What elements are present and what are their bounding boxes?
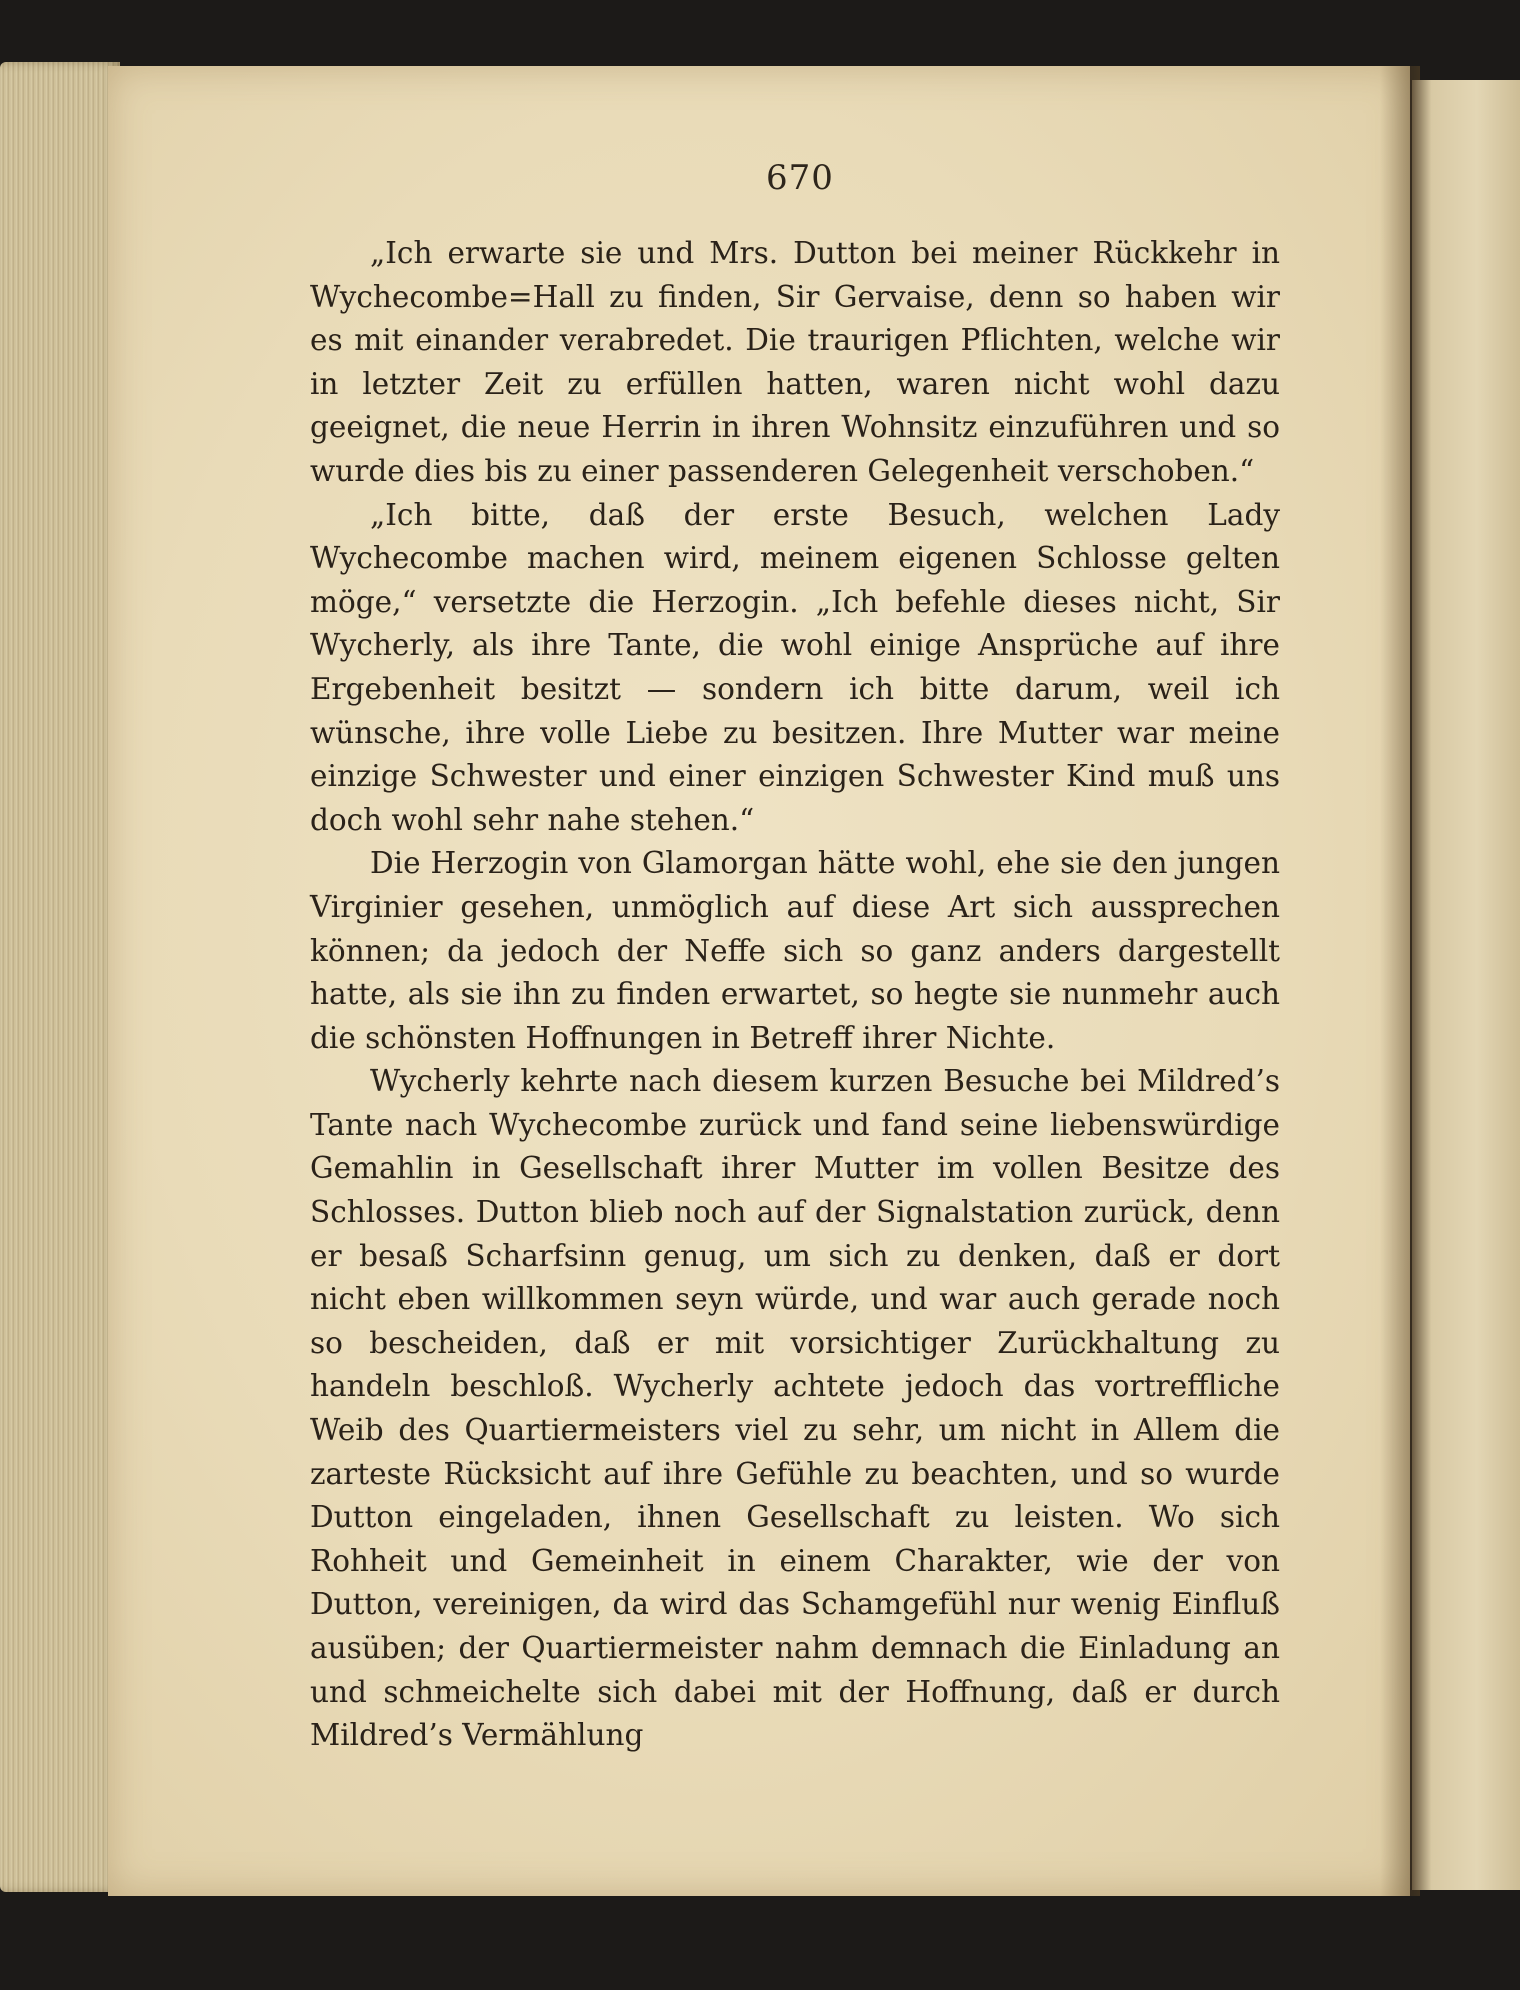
page-edges <box>0 62 120 1892</box>
body-text <box>310 232 1280 1758</box>
paragraph: Die Herzogin von Glamorgan hätte wohl, ehe sie den jungen Virginier gesehen, unmöglich auf diese Art sich aussprechen können; da jedoch der Neffe sich so ganz anders dargestellt hatte, als sie ihn zu finden erwartet, so hegte sie nunmehr auch die schönsten Hoffnungen in Betreff ihrer Nichte. <box>310 846 1280 1055</box>
page-number: 670 <box>766 158 834 198</box>
paragraph: „Ich bitte, daß der erste Besuch, welchen Lady Wychecombe machen wird, meinem eigenen Schlosse gelten möge,“ versetzte die Herzogin. „Ich befehle dieses nicht, Sir Wycherly, als ihre Tante, die wohl einige Ansprüche auf ihre Ergebenheit besitzt — sondern ich bitte darum, weil ich wünsche, ihre volle Liebe zu besitzen. Ihre Mutter war meine einzige Schwester und einer einzigen Schwester Kind muß uns doch wohl sehr nahe stehen.“ <box>310 497 1280 837</box>
paragraph: Wycherly kehrte nach diesem kurzen Besuche bei Mildred’s Tante nach Wychecombe zurück und fand seine liebenswürdige Gemahlin in Gesellschaft ihrer Mutter im vollen Besitze des Schlosses. Dutton blieb noch auf der Signalstation zurück, denn er besaß Scharfsinn genug, um sich zu denken, daß er dort nicht eben willkommen seyn würde, und war auch gerade noch so bescheiden, daß er mit vorsichtiger Zurückhaltung zu handeln beschloß. Wycherly achtete jedoch das vortreffliche Weib des Quartiermeisters viel zu sehr, um nicht in Allem die zarteste Rücksicht auf ihre Gefühle zu beachten, und so wurde Dutton eingeladen, ihnen Gesellschaft zu leisten. Wo sich Rohheit und Gemeinheit in einem Charakter, wie der von Dutton, vereinigen, da wird das Schamgefühl nur wenig Einfluß ausüben; der Quartiermeister nahm demnach die Einladung an und schmeichelte sich dabei mit der Hoffnung, daß er durch Mildred’s Vermählung <box>310 1064 1280 1753</box>
paragraph: „Ich erwarte sie und Mrs. Dutton bei meiner Rückkehr in Wychecombe=Hall zu finden, Sir Gervaise, denn so haben wir es mit einander verabredet. Die traurigen Pflichten, welche wir in letzter Zeit zu erfüllen hatten, waren nicht wohl dazu geeignet, die neue Herrin in ihren Wohnsitz einzuführen und so wurde dies bis zu einer passenderen Gelegenheit verschoben.“ <box>310 236 1280 488</box>
next-page-edge <box>1412 80 1520 1890</box>
